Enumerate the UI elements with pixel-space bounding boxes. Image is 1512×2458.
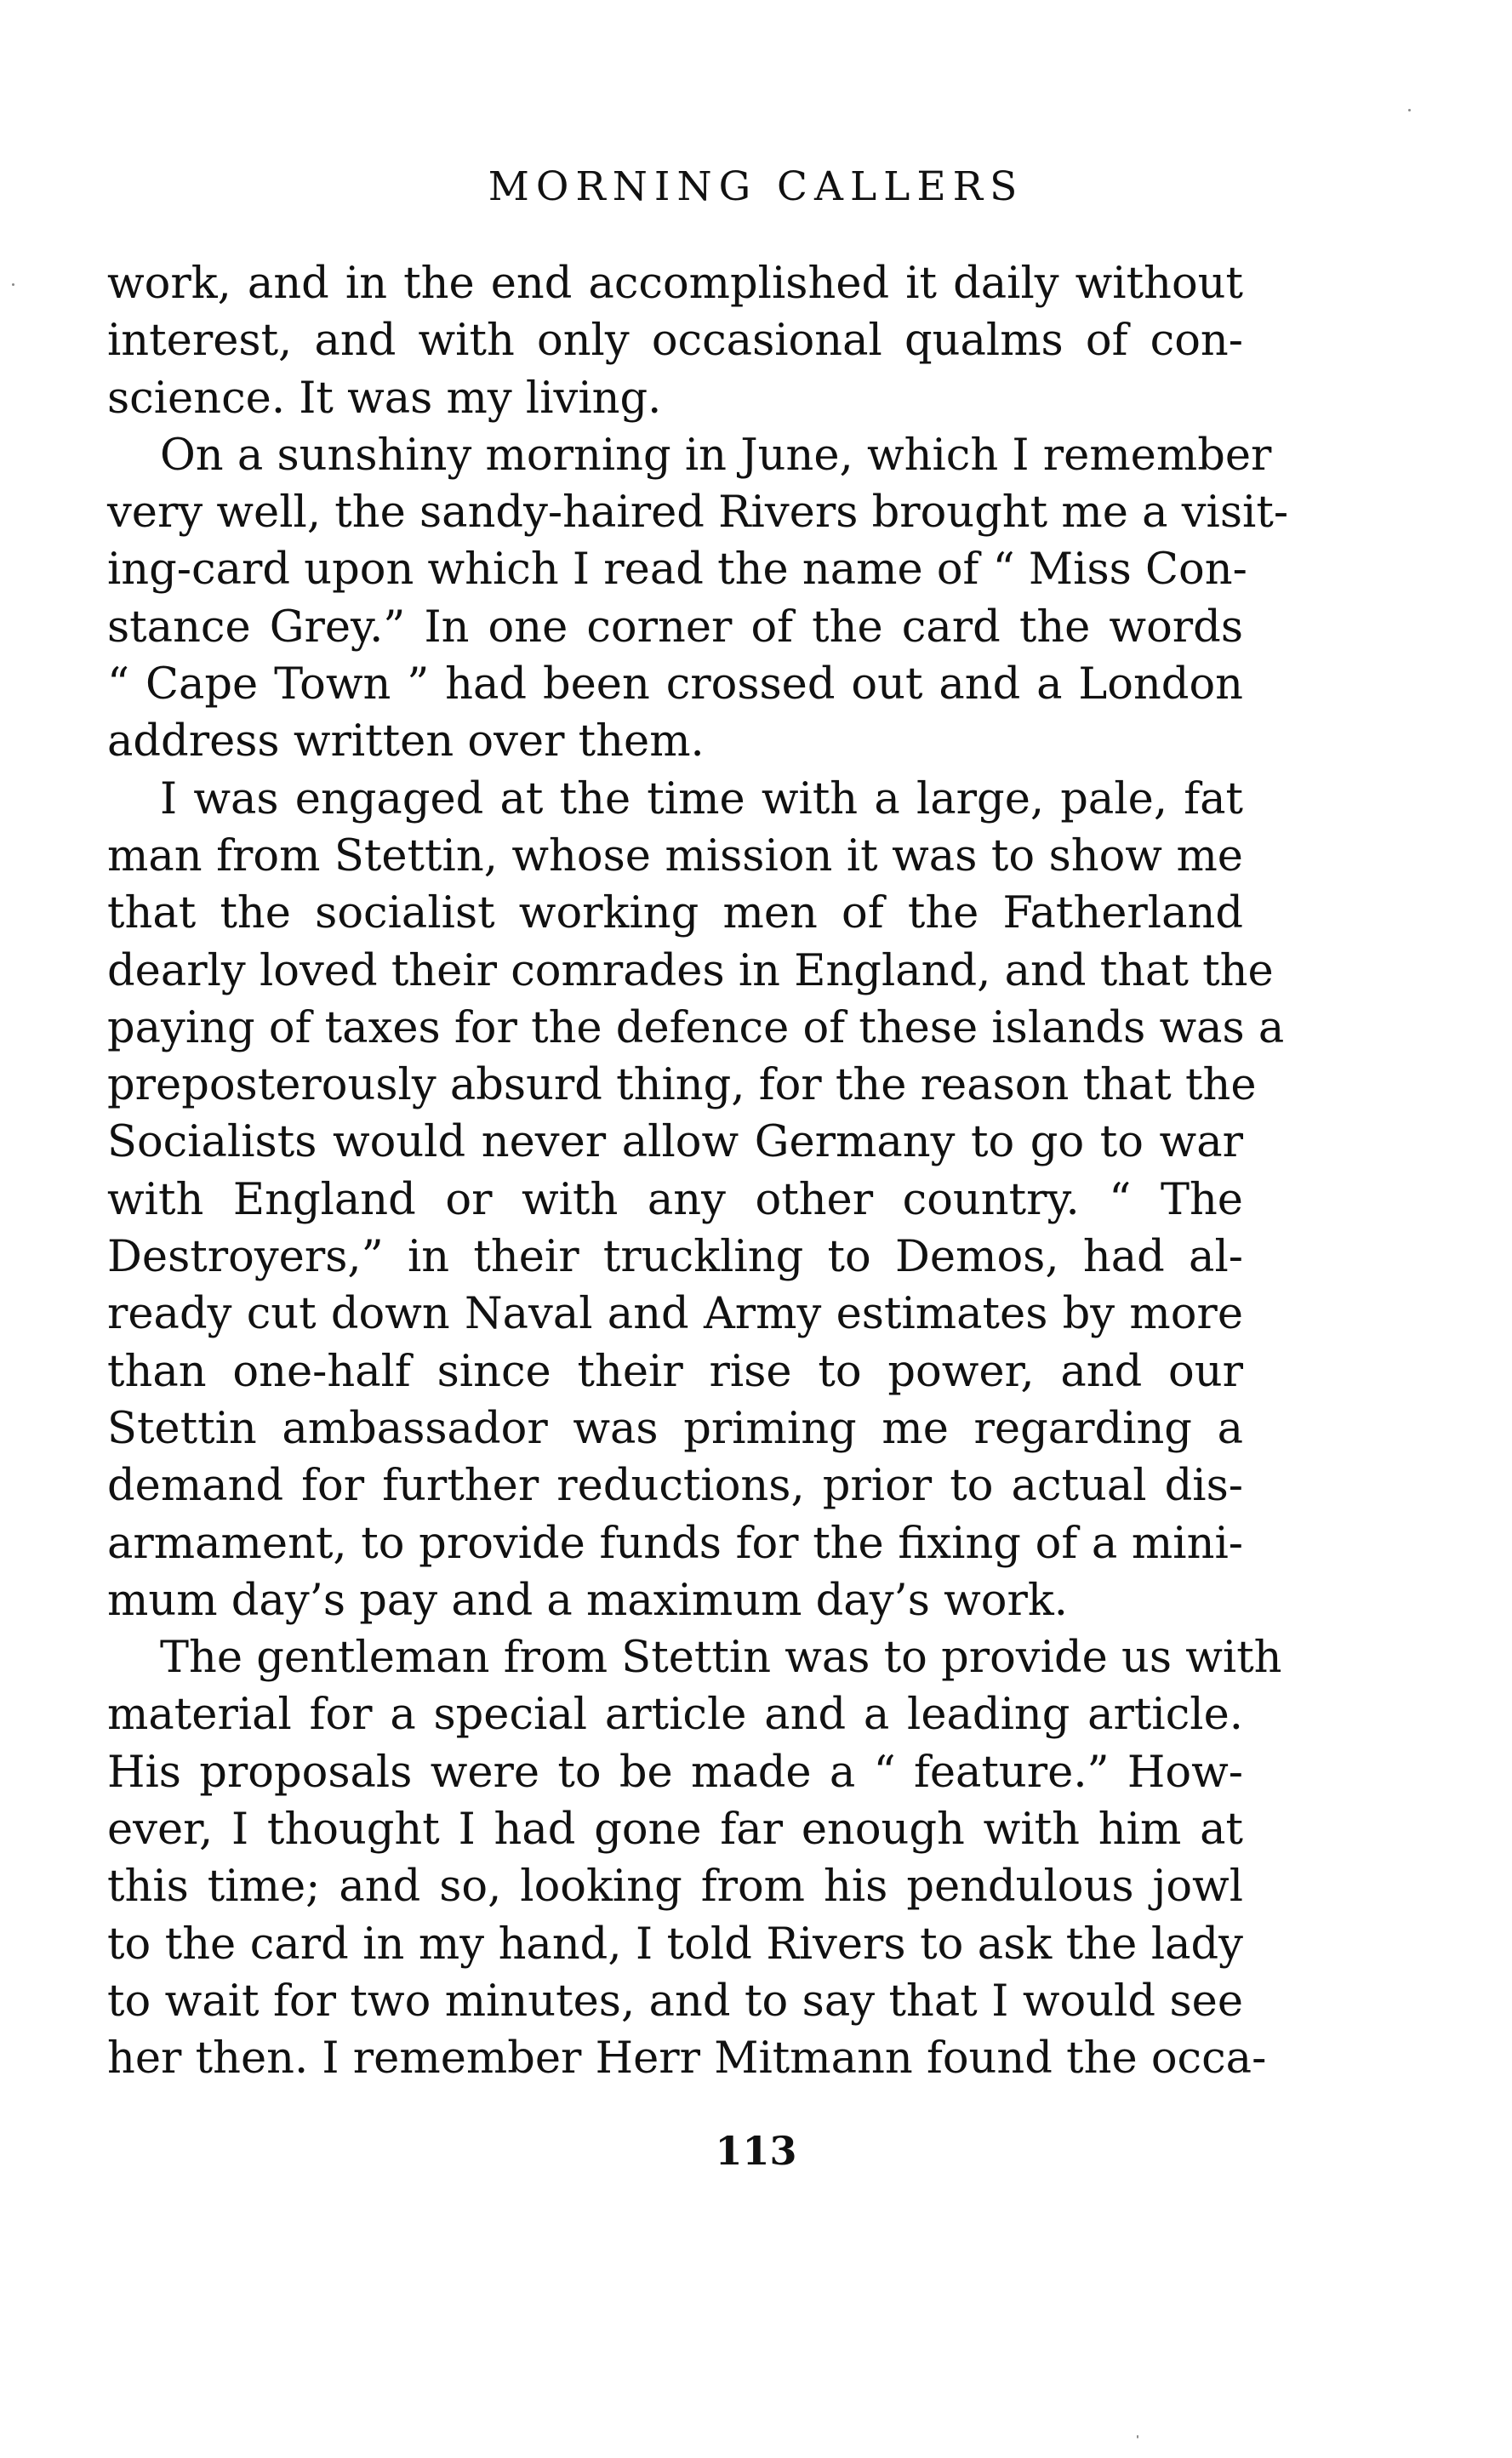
page-number: 113 [715,2128,797,2174]
text-line: her then. I remember Herr Mitmann found the occa- [107,2033,1267,2084]
text-line: with England or with any other country. “ The [107,1174,1243,1225]
text-line: I was engaged at the time with a large, pale, fat [160,773,1243,824]
paper-speck [1137,2435,1138,2438]
text-line: work, and in the end accomplished it daily without [107,259,1243,309]
text-line: interest, and with only occasional qualms of con- [107,316,1243,367]
text-line: Stettin ambassador was priming me regarding a [107,1403,1243,1454]
text-line: to the card in my hand, I told Rivers to ask the lady [107,1919,1243,1970]
text-line: ing-card upon which I read the name of “ Miss Con- [107,545,1247,596]
text-line: demand for further reductions, prior to actual dis- [107,1461,1243,1512]
running-head: MORNING CALLERS [488,163,1024,210]
text-line: paying of taxes for the defence of these islands was a [107,1002,1285,1053]
text-line: address written over them. [107,716,705,767]
text-line: material for a special article and a leading article. [107,1690,1243,1741]
text-line: armament, to provide funds for the fixing of a mini- [107,1518,1243,1569]
text-line: Socialists would never allow Germany to go to war [107,1117,1243,1168]
text-line: ever, I thought I had gone far enough with him at [107,1805,1243,1856]
text-line: science. It was my living. [107,373,662,424]
text-line: Destroyers,” in their truckling to Demos, had al- [107,1232,1243,1283]
text-line: very well, the sandy-haired Rivers brought me a visit- [107,488,1289,539]
text-line: preposterously absurd thing, for the reason that the [107,1060,1257,1111]
text-line: mum day’s pay and a maximum day’s work. [107,1575,1068,1626]
text-line: man from Stettin, whose mission it was to show me [107,830,1243,881]
text-line: His proposals were to be made a “ feature.” How- [107,1747,1243,1798]
text-line: The gentleman from Stettin was to provide us with [160,1633,1282,1684]
paper-speck [12,283,14,286]
text-line: On a sunshiny morning in June, which I remember [160,430,1272,481]
text-line: dearly loved their comrades in England, and that the [107,945,1274,996]
text-line: stance Grey.” In one corner of the card the words [107,602,1243,653]
body-text [107,255,1289,2088]
text-line: to wait for two minutes, and to say that I would see [107,1976,1243,2027]
text-line: this time; and so, looking from his pendulous jowl [107,1862,1243,1913]
paper-speck [1408,109,1411,111]
text-line: that the socialist working men of the Fatherland [107,888,1243,939]
text-line: than one-half since their rise to power, and our [107,1346,1243,1397]
text-line: “ Cape Town ” had been crossed out and a London [107,659,1243,710]
text-line: ready cut down Naval and Army estimates by more [107,1289,1243,1340]
